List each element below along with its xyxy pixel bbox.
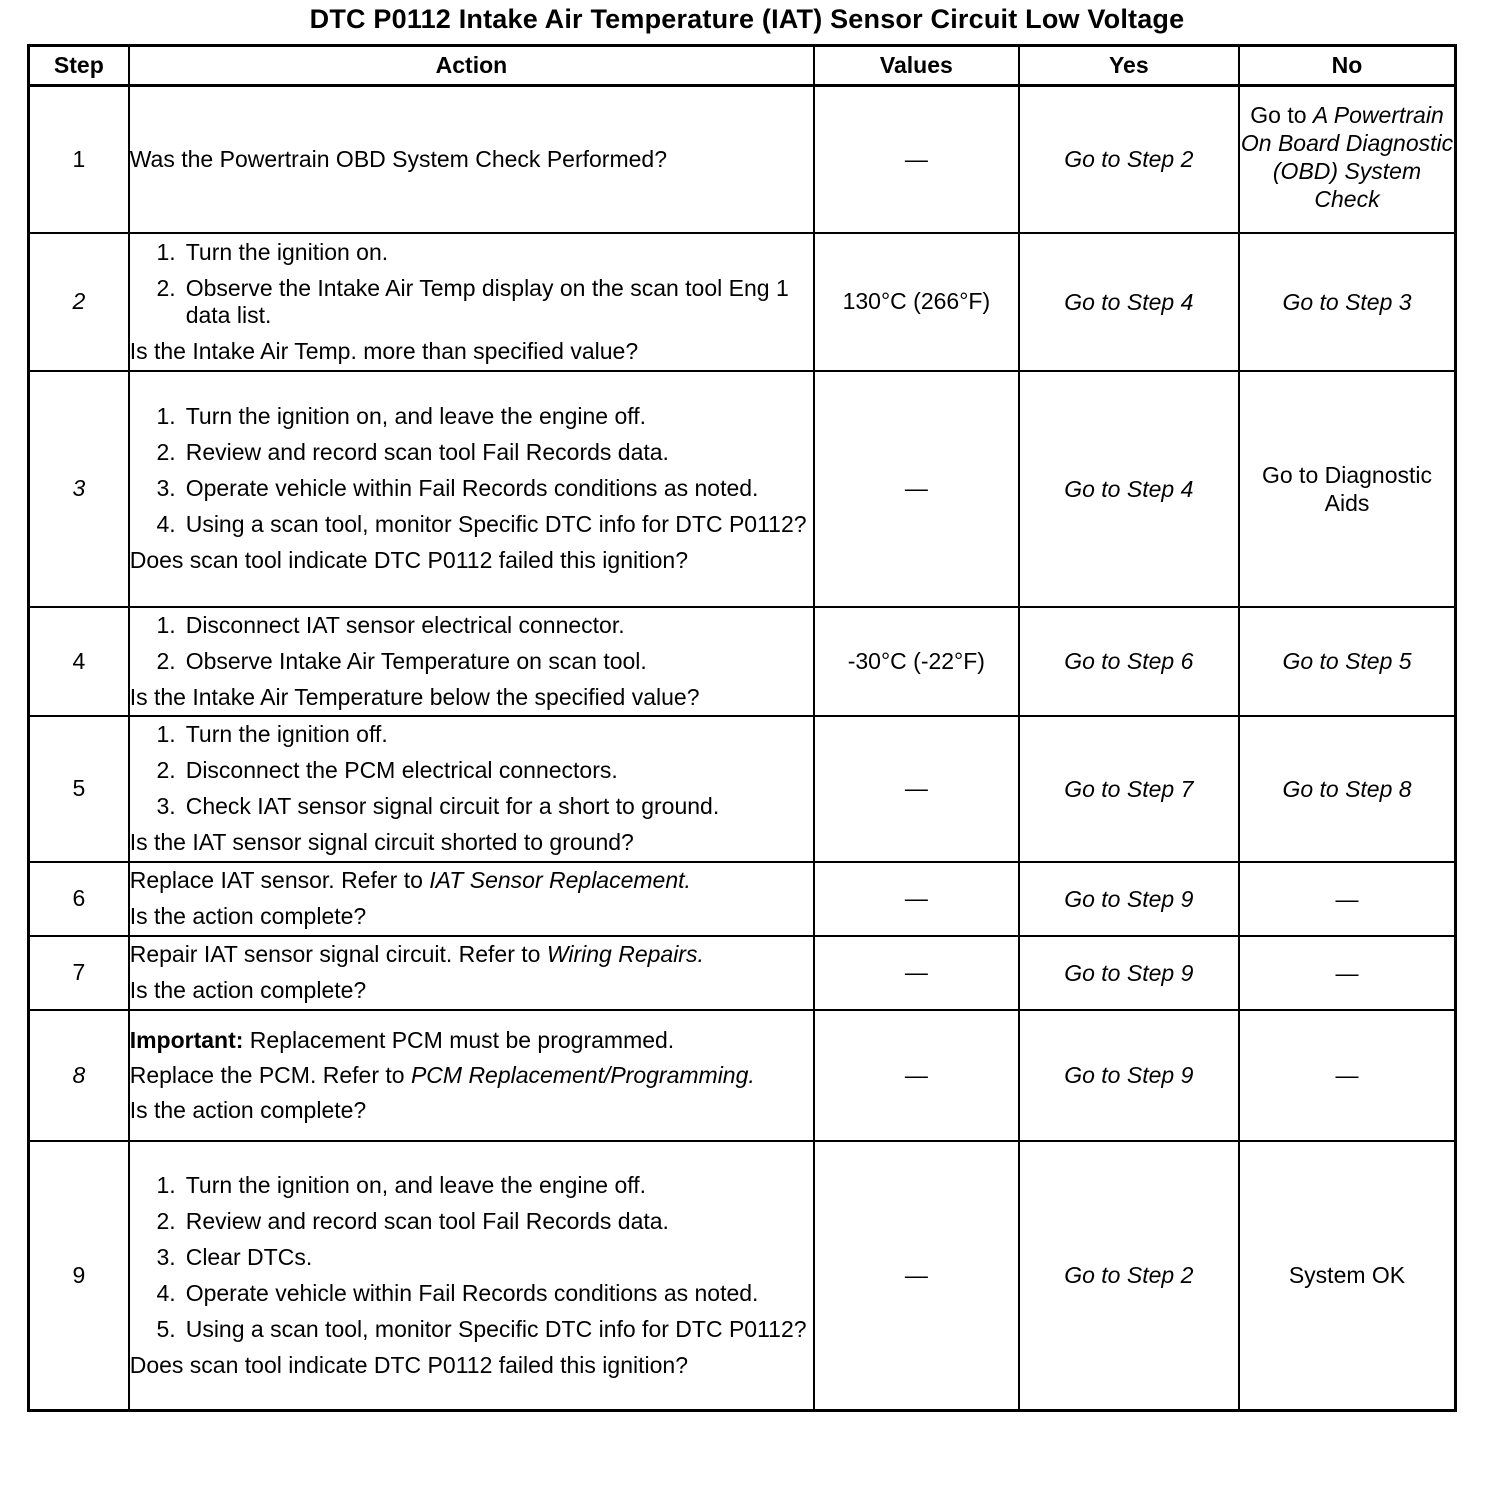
- list-item: 3. Operate vehicle within Fail Records conditions as noted.: [130, 475, 813, 502]
- list-item: 2. Review and record scan tool Fail Records data.: [130, 439, 813, 466]
- list-number: 3.: [156, 1243, 176, 1270]
- action-text: Replace IAT sensor. Refer to IAT Sensor Replacement.: [129, 867, 691, 893]
- header-action: Action: [129, 46, 814, 86]
- action-question: Does scan tool indicate DTC P0112 failed this ignition?: [129, 547, 688, 573]
- action-cell: [129, 716, 814, 862]
- list-item: 2. Disconnect the PCM electrical connectors.: [130, 757, 813, 784]
- table-row: [29, 1010, 1456, 1141]
- list-number: 2.: [156, 274, 176, 301]
- list-item: 4. Operate vehicle within Fail Records conditions as noted.: [130, 1280, 813, 1307]
- no-cell: Go to Step 8: [1239, 716, 1455, 862]
- no-cell: Go to Step 5: [1239, 607, 1455, 716]
- action-text: Repair IAT sensor signal circuit. Refer to Wiring Repairs.: [129, 941, 704, 967]
- table-row: [29, 86, 1456, 233]
- action-list: [130, 239, 813, 329]
- list-number: 1.: [156, 1171, 176, 1198]
- action-text: Replace the PCM. Refer to PCM Replacement/Programming.: [129, 1061, 755, 1088]
- yes-cell: Go to Step 4: [1019, 371, 1239, 607]
- no-cell: —: [1239, 936, 1455, 1010]
- yes-cell: Go to Step 7: [1019, 716, 1239, 862]
- values-cell: 130°C (266°F): [814, 233, 1018, 371]
- values-cell: —: [814, 86, 1018, 233]
- step-number: 1: [29, 86, 129, 233]
- no-cell: —: [1239, 862, 1455, 936]
- header-values: Values: [814, 46, 1018, 86]
- header-no: No: [1239, 46, 1455, 86]
- values-cell: —: [814, 862, 1018, 936]
- step-number: 8: [29, 1010, 129, 1141]
- action-cell: [129, 371, 814, 607]
- action-text: Was the Powertrain OBD System Check Performed?: [129, 145, 667, 172]
- list-number: 5.: [156, 1315, 176, 1342]
- action-cell: [129, 86, 814, 233]
- list-item: 1. Disconnect IAT sensor electrical connector.: [130, 612, 813, 639]
- no-reference: A Powertrain On Board Diagnostic (OBD) System Check: [1240, 102, 1454, 213]
- action-cell: [129, 1141, 814, 1411]
- values-cell: —: [814, 1141, 1018, 1411]
- table-row: [29, 607, 1456, 716]
- action-question: Is the IAT sensor signal circuit shorted to ground?: [129, 829, 634, 855]
- no-cell: Go to Step 3: [1239, 233, 1455, 371]
- page-title: DTC P0112 Intake Air Temperature (IAT) Sensor Circuit Low Voltage: [309, 4, 1185, 34]
- list-number: 4.: [156, 511, 176, 537]
- action-question: Does scan tool indicate DTC P0112 failed this ignition?: [129, 1351, 688, 1378]
- step-number: 2: [29, 233, 129, 371]
- no-cell: System OK: [1239, 1141, 1455, 1411]
- list-item: 4. Using a scan tool, monitor Specific DTC info for DTC P0112?: [130, 511, 813, 538]
- list-number: 2.: [156, 1207, 176, 1234]
- header-yes: Yes: [1019, 46, 1239, 86]
- list-item: 1. Turn the ignition on.: [130, 239, 813, 266]
- action-question: Is the Intake Air Temp. more than specified value?: [129, 337, 639, 364]
- yes-cell: Go to Step 9: [1019, 936, 1239, 1010]
- step-number: 9: [29, 1141, 129, 1411]
- values-cell: —: [814, 1010, 1018, 1141]
- list-item: 5. Using a scan tool, monitor Specific DTC info for DTC P0112?: [130, 1316, 813, 1343]
- table-row: [29, 233, 1456, 371]
- list-number: 2.: [156, 439, 176, 465]
- action-cell: [129, 936, 814, 1010]
- list-item: 3. Check IAT sensor signal circuit for a short to ground.: [130, 793, 813, 820]
- action-cell: [129, 233, 814, 371]
- reference-link: IAT Sensor Replacement.: [429, 867, 691, 893]
- list-number: 1.: [156, 238, 176, 265]
- list-item: 1. Turn the ignition on, and leave the engine off.: [130, 403, 813, 430]
- action-question: Is the Intake Air Temperature below the specified value?: [129, 683, 700, 710]
- no-text: Go to: [1250, 102, 1313, 129]
- yes-cell: Go to Step 6: [1019, 607, 1239, 716]
- step-number: 6: [29, 862, 129, 936]
- action-list: [130, 403, 813, 538]
- no-cell: [1239, 86, 1455, 233]
- action-question: Is the action complete?: [129, 1096, 367, 1123]
- step-number: 7: [29, 936, 129, 1010]
- yes-cell: Go to Step 2: [1019, 1141, 1239, 1411]
- list-number: 2.: [156, 757, 176, 783]
- header-step: Step: [29, 46, 129, 86]
- step-number: 5: [29, 716, 129, 862]
- yes-cell: Go to Step 9: [1019, 862, 1239, 936]
- list-item: 1. Turn the ignition off.: [130, 721, 813, 748]
- table-row: [29, 1141, 1456, 1411]
- important-note: Important: Replacement PCM must be programmed.: [129, 1026, 675, 1053]
- table-row: [29, 371, 1456, 607]
- list-item: 3. Clear DTCs.: [130, 1244, 813, 1271]
- action-cell: [129, 862, 814, 936]
- table-row: [29, 936, 1456, 1010]
- list-item: 2. Observe Intake Air Temperature on scan tool.: [130, 648, 813, 675]
- action-cell: [129, 607, 814, 716]
- action-list: [130, 612, 813, 675]
- yes-cell: Go to Step 4: [1019, 233, 1239, 371]
- values-cell: —: [814, 716, 1018, 862]
- reference-link: Wiring Repairs.: [546, 941, 704, 967]
- yes-cell: Go to Step 9: [1019, 1010, 1239, 1141]
- reference-link: PCM Replacement/Programming.: [410, 1061, 755, 1088]
- list-number: 3.: [156, 793, 176, 819]
- no-cell: Go to Diagnostic Aids: [1239, 371, 1455, 607]
- list-item: 2. Observe the Intake Air Temp display on the scan tool Eng 1 data list.: [130, 275, 813, 329]
- values-cell: —: [814, 936, 1018, 1010]
- table-row: [29, 862, 1456, 936]
- action-question: Is the action complete?: [129, 903, 367, 929]
- values-cell: -30°C (-22°F): [814, 607, 1018, 716]
- table-row: [29, 716, 1456, 862]
- table-header-row: [29, 46, 1456, 86]
- list-item: 2. Review and record scan tool Fail Records data.: [130, 1208, 813, 1235]
- action-question: Is the action complete?: [129, 977, 367, 1003]
- list-number: 2.: [156, 647, 176, 674]
- action-list: [130, 1172, 813, 1343]
- step-number: 4: [29, 607, 129, 716]
- list-number: 4.: [156, 1279, 176, 1306]
- list-number: 1.: [156, 403, 176, 429]
- action-list: [130, 721, 813, 820]
- diagnostic-table: [27, 44, 1457, 1412]
- list-number: 3.: [156, 475, 176, 501]
- values-cell: —: [814, 371, 1018, 607]
- list-item: 1. Turn the ignition on, and leave the engine off.: [130, 1172, 813, 1199]
- yes-cell: Go to Step 2: [1019, 86, 1239, 233]
- list-number: 1.: [156, 611, 176, 638]
- no-cell: —: [1239, 1010, 1455, 1141]
- important-label: Important:: [129, 1026, 244, 1053]
- list-number: 1.: [156, 721, 176, 747]
- step-number: 3: [29, 371, 129, 607]
- action-cell: [129, 1010, 814, 1141]
